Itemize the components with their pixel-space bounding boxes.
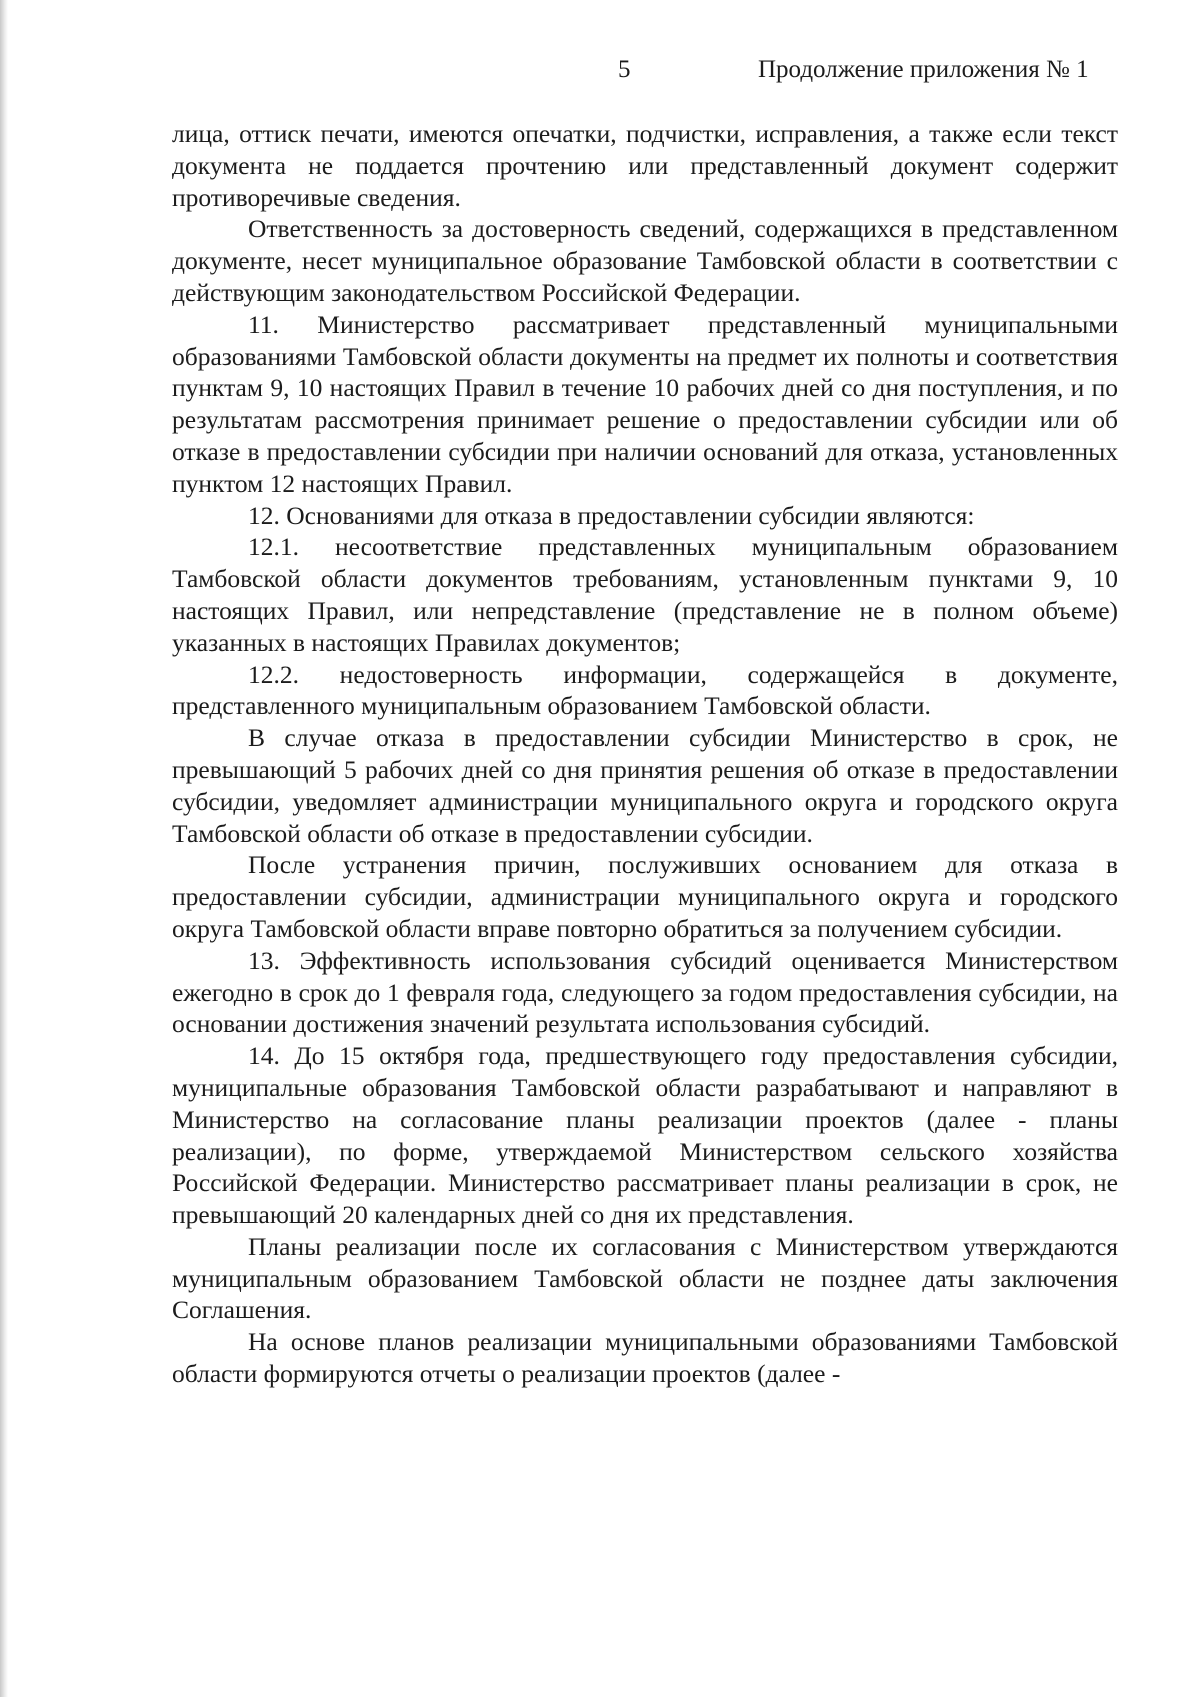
document-body bbox=[172, 118, 1118, 1390]
paragraph-reports: На основе планов реализации муниципальными образованиями Тамбовской области формируются отчеты о реализации проектов (далее - bbox=[172, 1327, 1118, 1389]
paragraph-responsibility: Ответственность за достоверность сведений, содержащихся в представленном документе, несет муниципальное образование Тамбовской области в соответствии с действующим законодательством Российской Федерации. bbox=[172, 214, 1118, 307]
scan-edge-shadow bbox=[0, 0, 8, 1697]
paragraph-14: 14. До 15 октября года, предшествующего году предоставления субсидии, муниципальные образования Тамбовской области разрабатывают и направляют в Министерство на согласование планы реализации проектов (далее - планы реализации), по форме, утверждаемой Министерством сельского хозяйства Российской Федерации. Министерство рассматривает планы реализации в срок, не превышающий 20 календарных дней со дня их представления. bbox=[172, 1041, 1118, 1230]
paragraph-plans-approval: Планы реализации после их согласования с Министерством утверждаются муниципальным образованием Тамбовской области не позднее даты заключения Соглашения. bbox=[172, 1231, 1118, 1325]
paragraph-13: 13. Эффективность использования субсидий оценивается Министерством ежегодно в срок до 1 февраля года, следующего за годом предоставления субсидии, на основании достижения значений результата использования субсидий. bbox=[172, 945, 1118, 1039]
appendix-continuation-label: Продолжение приложения № 1 bbox=[758, 56, 1089, 83]
paragraph-11: 11. Министерство рассматривает представленный муниципальными образованиями Тамбовской области документы на предмет их полноты и соответствия пунктам 9, 10 настоящих Правил в течение 10 рабочих дней со дня поступления, и по результатам рассмотрения принимает решение о предоставлении субсидии или об отказе в предоставлении субсидии при наличии оснований для отказа, установленных пунктом 12 настоящих Правил. bbox=[172, 309, 1118, 498]
paragraph-continued: лица, оттиск печати, имеются опечатки, подчистки, исправления, а также если текст документа не поддается прочтению или представленный документ содержит противоречивые сведения. bbox=[172, 119, 1118, 212]
paragraph-12: 12. Основаниями для отказа в предоставлении субсидии являются: bbox=[248, 500, 975, 530]
paragraph-reapply: После устранения причин, послуживших основанием для отказа в предоставлении субсидии, администрации муниципального округа и городского округа Тамбовской области вправе повторно обратиться за получением субсидии. bbox=[172, 850, 1118, 943]
paragraph-12-1: 12.1. несоответствие представленных муниципальным образованием Тамбовской области документов требованиям, установленным пунктами 9, 10 настоящих Правил, или непредставление (представление не в полном объеме) указанных в настоящих Правилах документов; bbox=[172, 532, 1118, 657]
page-header bbox=[0, 56, 1200, 92]
paragraph-12-2: 12.2. недостоверность информации, содержащейся в документе, представленного муниципальным образованием Тамбовской области. bbox=[172, 659, 1118, 721]
page-number: 5 bbox=[618, 56, 631, 83]
paragraph-refusal-notice: В случае отказа в предоставлении субсидии Министерство в срок, не превышающий 5 рабочих дней со дня принятия решения об отказе в предоставлении субсидии, уведомляет администрации муниципального округа и городского округа Тамбовской области об отказе в предоставлении субсидии. bbox=[172, 723, 1118, 848]
